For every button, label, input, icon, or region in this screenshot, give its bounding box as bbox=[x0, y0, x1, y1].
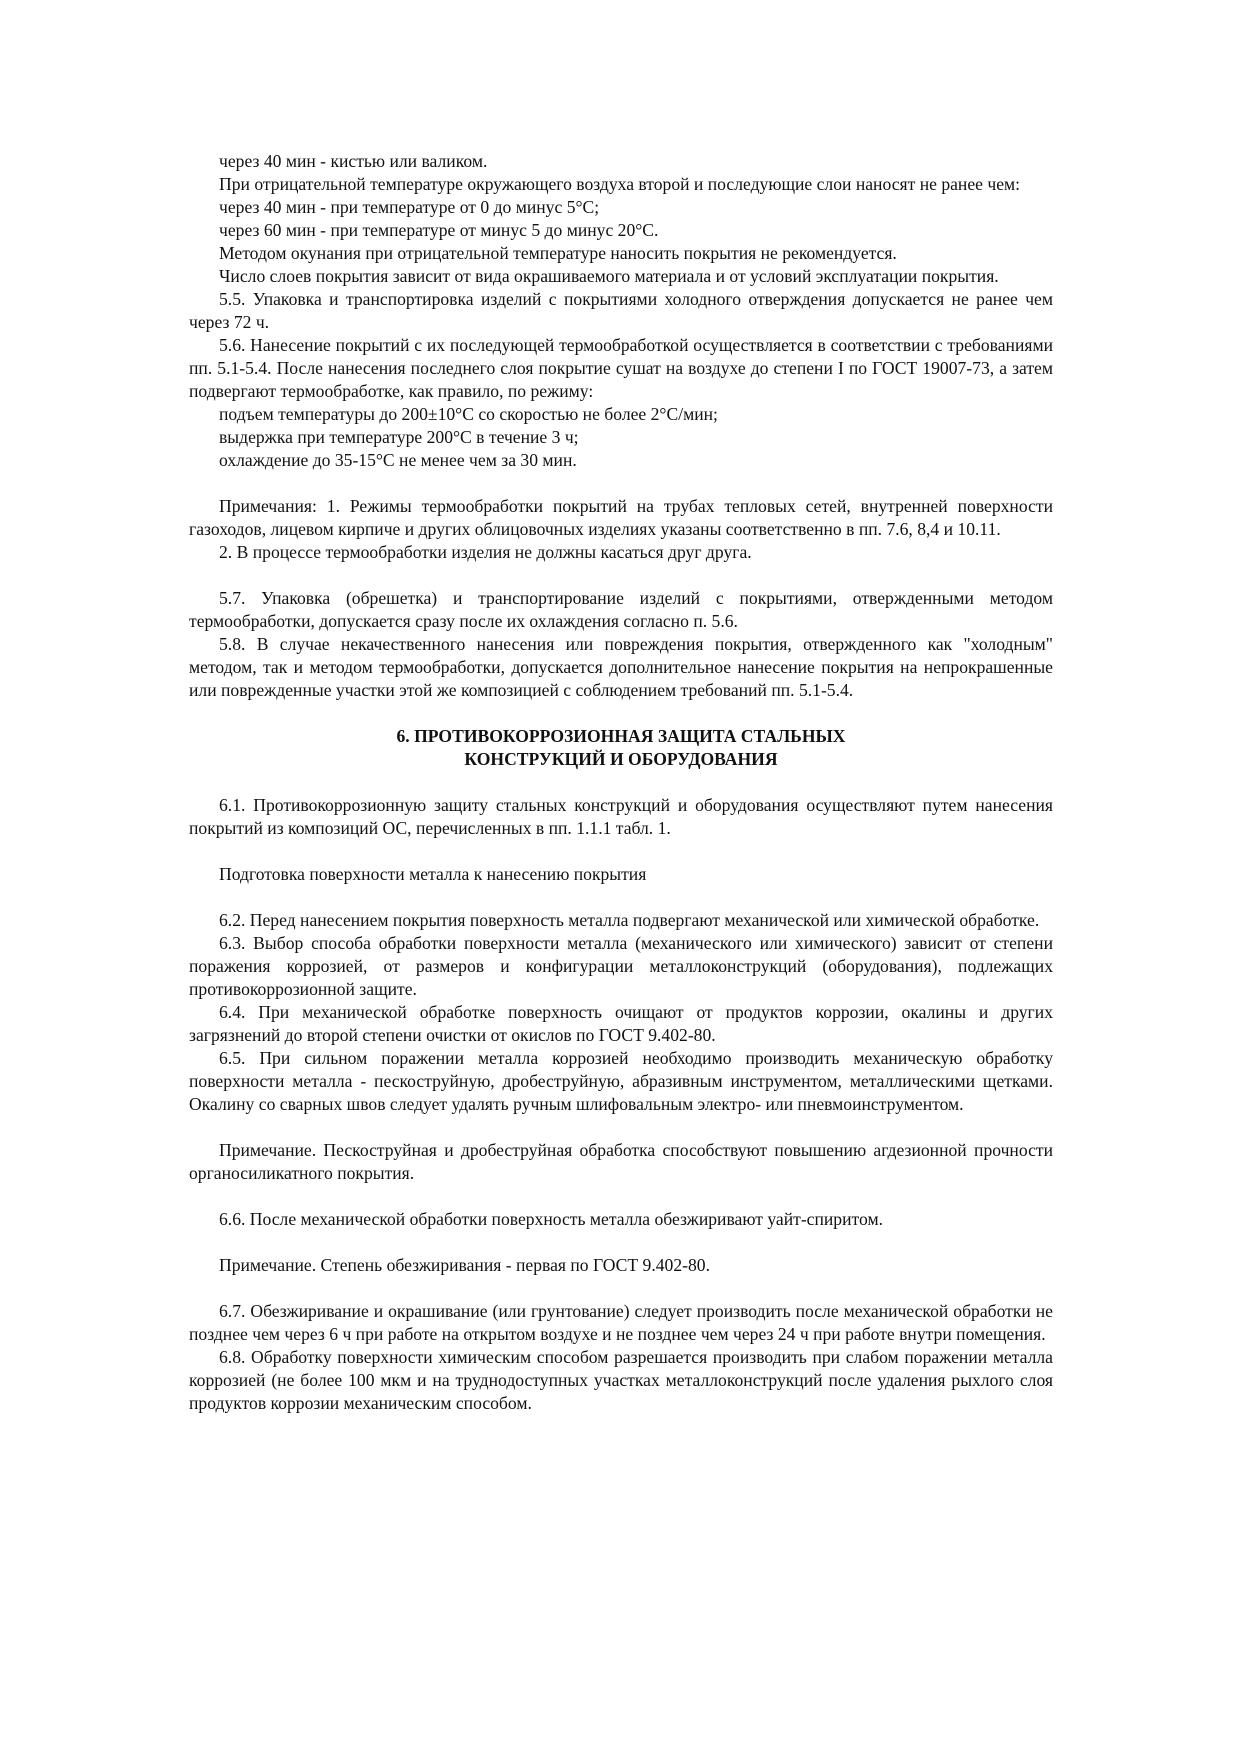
paragraph-6-2: 6.2. Перед нанесением покрытия поверхность металла подвергают механической или химической обработке. bbox=[219, 910, 1040, 930]
document-body bbox=[189, 150, 1053, 1415]
paragraph: выдержка при температуре 200°С в течение 3 ч; bbox=[219, 427, 579, 447]
paragraph: охлаждение до 35-15°С не менее чем за 30 мин. bbox=[219, 450, 577, 470]
paragraph-6-1: 6.1. Противокоррозионную защиту стальных конструкций и оборудования осуществляют путем нанесения покрытий из композиций ОС, перечисленных в пп. 1.1.1 табл. 1. bbox=[189, 795, 1053, 838]
paragraph-6-7: 6.7. Обезжиривание и окрашивание (или грунтование) следует производить после механической обработки не позднее чем через 6 ч при работе на открытом воздухе и не позднее чем через 24 ч при работе внутри помещения. bbox=[189, 1301, 1053, 1344]
paragraph: При отрицательной температуре окружающего воздуха второй и последующие слои наносят не ранее чем: bbox=[219, 174, 1021, 194]
paragraph: Число слоев покрытия зависит от вида окрашиваемого материала и от условий эксплуатации покрытия. bbox=[219, 266, 999, 286]
paragraph-6-8: 6.8. Обработку поверхности химическим способом разрешается производить при слабом поражении металла коррозией (не более 100 мкм и на труднодоступных участках металлоконструкций после удаления рыхлого слоя продуктов коррозии механическим способом. bbox=[189, 1347, 1053, 1413]
subheading: Подготовка поверхности металла к нанесению покрытия bbox=[219, 864, 647, 884]
note-paragraph: Примечание. Степень обезжиривания - первая по ГОСТ 9.402-80. bbox=[219, 1255, 710, 1275]
spacer bbox=[189, 1116, 1053, 1139]
paragraph: через 60 мин - при температуре от минус 5 до минус 20°С. bbox=[219, 220, 659, 240]
spacer bbox=[189, 771, 1053, 794]
spacer bbox=[189, 1277, 1053, 1300]
spacer bbox=[189, 702, 1053, 725]
paragraph: подъем температуры до 200±10°С со скоростью не более 2°С/мин; bbox=[219, 404, 718, 424]
paragraph-6-6: 6.6. После механической обработки поверхность металла обезжиривают уайт-спиритом. bbox=[219, 1209, 883, 1229]
paragraph: Методом окунания при отрицательной температуре наносить покрытия не рекомендуется. bbox=[219, 243, 897, 263]
section-heading bbox=[189, 725, 1053, 771]
spacer bbox=[189, 886, 1053, 909]
spacer bbox=[189, 1231, 1053, 1254]
paragraph-5-8: 5.8. В случае некачественного нанесения или повреждения покрытия, отвержденного как "холодным" методом, так и методом термообработки, допускается дополнительное нанесение покрытия на непрокрашенные или поврежденные участки этой же композицией с соблюдением требований пп. 5.1-5.4. bbox=[189, 634, 1053, 700]
spacer bbox=[189, 1185, 1053, 1208]
paragraph-5-6: 5.6. Нанесение покрытий с их последующей термообработкой осуществляется в соответствии с требованиями пп. 5.1-5.4. После нанесения последнего слоя покрытие сушат на воздухе до степени I по ГОСТ 19007-73, а затем подвергают термообработке, как правило, по режиму: bbox=[189, 335, 1053, 401]
paragraph: через 40 мин - кистью или валиком. bbox=[219, 151, 488, 171]
paragraph-6-3: 6.3. Выбор способа обработки поверхности металла (механического или химического) зависит от степени поражения коррозией, от размеров и конфигурации металлоконструкций (оборудования), подлежащих противокоррозионной защите. bbox=[189, 933, 1053, 999]
section-heading-line2: КОНСТРУКЦИЙ И ОБОРУДОВАНИЯ bbox=[464, 749, 778, 769]
paragraph: через 40 мин - при температуре от 0 до минус 5°С; bbox=[219, 197, 600, 217]
note-paragraph: Примечания: 1. Режимы термообработки покрытий на трубах тепловых сетей, внутренней поверхности газоходов, лицевом кирпиче и других облицовочных изделиях указаны соответственно в пп. 7.6, 8,4 и 10.11. bbox=[189, 496, 1053, 539]
paragraph-6-5: 6.5. При сильном поражении металла коррозией необходимо производить механическую обработку поверхности металла - пескоструйную, дробеструйную, абразивным инструментом, металлическими щетками. Окалину со сварных швов следует удалять ручным шлифовальным электро- или пневмоинструментом. bbox=[189, 1048, 1053, 1114]
spacer bbox=[189, 472, 1053, 495]
spacer bbox=[189, 564, 1053, 587]
paragraph-6-4: 6.4. При механической обработке поверхность очищают от продуктов коррозии, окалины и других загрязнений до второй степени очистки от окислов по ГОСТ 9.402-80. bbox=[189, 1002, 1053, 1045]
paragraph-5-5: 5.5. Упаковка и транспортировка изделий с покрытиями холодного отверждения допускается не ранее чем через 72 ч. bbox=[189, 289, 1053, 332]
spacer bbox=[189, 840, 1053, 863]
paragraph-5-7: 5.7. Упаковка (обрешетка) и транспортирование изделий с покрытиями, отвержденными методом термообработки, допускается сразу после их охлаждения согласно п. 5.6. bbox=[189, 588, 1053, 631]
section-heading-line1: 6. ПРОТИВОКОРРОЗИОННАЯ ЗАЩИТА СТАЛЬНЫХ bbox=[396, 726, 846, 746]
note-paragraph: Примечание. Пескоструйная и дробеструйная обработка способствуют повышению агдезионной прочности органосиликатного покрытия. bbox=[189, 1140, 1053, 1183]
note-paragraph: 2. В процессе термообработки изделия не должны касаться друг друга. bbox=[219, 542, 752, 562]
